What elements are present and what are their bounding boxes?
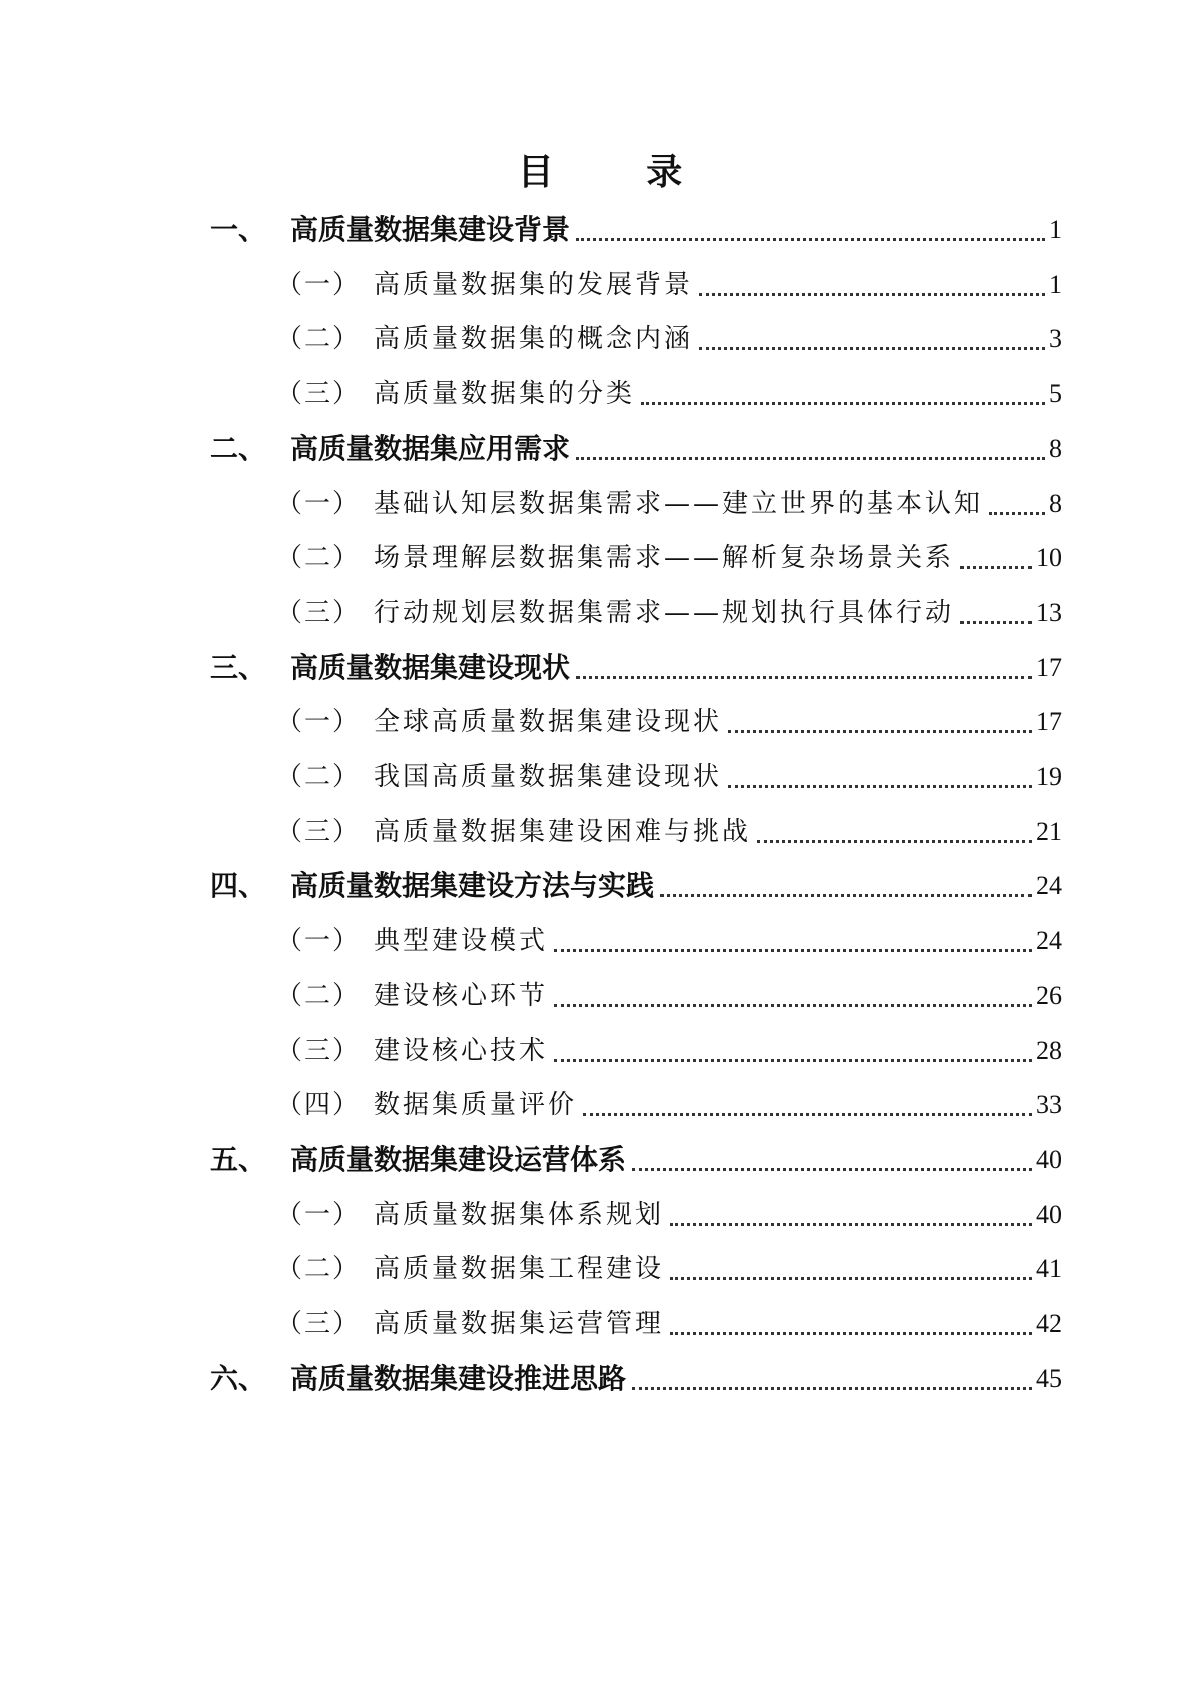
toc-entry-title: 高质量数据集体系规划 (374, 1200, 665, 1230)
toc-section-entry[interactable] (276, 1195, 1062, 1235)
toc-entry-number: （一） (276, 489, 361, 519)
toc-entry-page-number: 28 (1036, 1036, 1062, 1065)
toc-entry-title: 建设核心技术 (374, 1036, 549, 1066)
toc-section-entry[interactable] (276, 976, 1062, 1016)
toc-entry-title: 高质量数据集建设困难与挑战 (374, 817, 752, 847)
toc-entry-page-number: 10 (1036, 543, 1062, 572)
toc-entry-title: 高质量数据集工程建设 (374, 1254, 665, 1284)
toc-dot-leader (670, 1223, 1032, 1226)
toc-entry-title: 高质量数据集的发展背景 (374, 270, 694, 300)
toc-entry-number: （三） (276, 817, 361, 847)
toc-section-entry[interactable] (276, 1031, 1062, 1071)
toc-section-entry[interactable] (276, 593, 1062, 633)
toc-entry-page-number: 45 (1036, 1364, 1062, 1393)
toc-chapter-entry[interactable] (210, 866, 1062, 906)
toc-chapter-entry[interactable] (210, 210, 1062, 250)
toc-entry-number: （四） (276, 1090, 361, 1120)
toc-entry-page-number: 24 (1036, 871, 1062, 900)
toc-entry-number: 三、 (210, 651, 267, 684)
toc-chapter-entry[interactable] (210, 1359, 1062, 1399)
toc-dot-leader (632, 1168, 1032, 1171)
toc-entry-page-number: 1 (1049, 215, 1062, 244)
toc-entry-title: 高质量数据集建设背景 (290, 213, 571, 246)
toc-entry-page-number: 17 (1036, 653, 1062, 682)
toc-entry-number: 五、 (210, 1143, 267, 1176)
toc-section-entry[interactable] (276, 265, 1062, 305)
toc-section-entry[interactable] (276, 757, 1062, 797)
toc-entry-title: 基础认知层数据集需求——建立世界的基本认知 (374, 489, 984, 519)
toc-dot-leader (583, 1113, 1032, 1116)
toc-entry-number: （一） (276, 926, 361, 956)
toc-dot-leader (641, 402, 1045, 405)
toc-entry-title: 高质量数据集建设现状 (290, 651, 571, 684)
toc-entry-number: （一） (276, 270, 361, 300)
toc-entry-page-number: 40 (1036, 1145, 1062, 1174)
toc-chapter-entry[interactable] (210, 648, 1062, 688)
toc-dot-leader (554, 1004, 1032, 1007)
toc-entry-page-number: 41 (1036, 1254, 1062, 1283)
toc-entry-number: （二） (276, 543, 361, 573)
toc-section-entry[interactable] (276, 374, 1062, 414)
toc-entry-page-number: 33 (1036, 1090, 1062, 1119)
toc-title: 目 录 (517, 151, 723, 193)
toc-entry-number: （三） (276, 1309, 361, 1339)
toc-entry-title: 高质量数据集建设推进思路 (290, 1362, 627, 1395)
toc-dot-leader (670, 1277, 1032, 1280)
toc-entry-title: 高质量数据集的分类 (374, 379, 636, 409)
toc-entry-title: 行动规划层数据集需求——规划执行具体行动 (374, 598, 955, 628)
toc-dot-leader (699, 347, 1045, 350)
toc-dot-leader (554, 949, 1032, 952)
toc-section-entry[interactable] (276, 921, 1062, 961)
toc-dot-leader (960, 621, 1032, 624)
toc-entry-number: 四、 (210, 869, 267, 902)
toc-section-entry[interactable] (276, 1304, 1062, 1344)
toc-dot-leader (632, 1387, 1032, 1390)
toc-entry-title: 高质量数据集运营管理 (374, 1309, 665, 1339)
toc-entry-number: 二、 (210, 432, 267, 465)
toc-section-entry[interactable] (276, 319, 1062, 359)
toc-dot-leader (728, 785, 1032, 788)
toc-chapter-entry[interactable] (210, 1140, 1062, 1180)
toc-dot-leader (757, 840, 1032, 843)
toc-entry-title: 高质量数据集应用需求 (290, 432, 571, 465)
toc-dot-leader (576, 676, 1032, 679)
toc-entry-page-number: 8 (1049, 489, 1062, 518)
toc-entry-page-number: 26 (1036, 981, 1062, 1010)
toc-entry-title: 典型建设模式 (374, 926, 549, 956)
toc-section-entry[interactable] (276, 1085, 1062, 1125)
toc-dot-leader (960, 566, 1032, 569)
toc-entry-title: 数据集质量评价 (374, 1090, 578, 1120)
toc-section-entry[interactable] (276, 538, 1062, 578)
toc-entry-title: 我国高质量数据集建设现状 (374, 762, 723, 792)
toc-entry-page-number: 42 (1036, 1309, 1062, 1338)
toc-entry-title: 高质量数据集建设运营体系 (290, 1143, 627, 1176)
toc-entry-title: 高质量数据集的概念内涵 (374, 324, 694, 354)
toc-dot-leader (989, 512, 1045, 515)
toc-entry-page-number: 8 (1049, 434, 1062, 463)
toc-entry-number: （二） (276, 1254, 361, 1284)
toc-entry-number: （三） (276, 598, 361, 628)
toc-entry-title: 建设核心环节 (374, 981, 549, 1011)
toc-section-entry[interactable] (276, 1249, 1062, 1289)
toc-chapter-entry[interactable] (210, 429, 1062, 469)
toc-entry-number: （三） (276, 379, 361, 409)
toc-entry-page-number: 1 (1049, 270, 1062, 299)
toc-section-entry[interactable] (276, 812, 1062, 852)
toc-entry-title: 高质量数据集建设方法与实践 (290, 869, 655, 902)
toc-entry-number: 一、 (210, 213, 267, 246)
toc-entry-number: （二） (276, 324, 361, 354)
toc-dot-leader (699, 293, 1045, 296)
toc-dot-leader (576, 457, 1045, 460)
toc-dot-leader (576, 238, 1045, 241)
toc-entry-number: （一） (276, 1200, 361, 1230)
toc-section-entry[interactable] (276, 484, 1062, 524)
toc-entry-page-number: 13 (1036, 598, 1062, 627)
toc-entry-page-number: 24 (1036, 926, 1062, 955)
toc-entry-page-number: 19 (1036, 762, 1062, 791)
toc-entry-number: （三） (276, 1036, 361, 1066)
toc-entry-page-number: 17 (1036, 707, 1062, 736)
toc-entry-page-number: 40 (1036, 1200, 1062, 1229)
toc-section-entry[interactable] (276, 702, 1062, 742)
toc-dot-leader (660, 894, 1032, 897)
toc-entry-page-number: 3 (1049, 324, 1062, 353)
toc-entry-title: 场景理解层数据集需求——解析复杂场景关系 (374, 543, 955, 573)
toc-entry-page-number: 21 (1036, 817, 1062, 846)
toc-entry-number: （一） (276, 707, 361, 737)
toc-dot-leader (670, 1332, 1032, 1335)
toc-dot-leader (554, 1059, 1032, 1062)
toc-entry-number: （二） (276, 762, 361, 792)
toc-dot-leader (728, 730, 1032, 733)
toc-entry-number: 六、 (210, 1362, 267, 1395)
toc-entry-page-number: 5 (1049, 379, 1062, 408)
toc-entry-number: （二） (276, 981, 361, 1011)
toc-entry-title: 全球高质量数据集建设现状 (374, 707, 723, 737)
